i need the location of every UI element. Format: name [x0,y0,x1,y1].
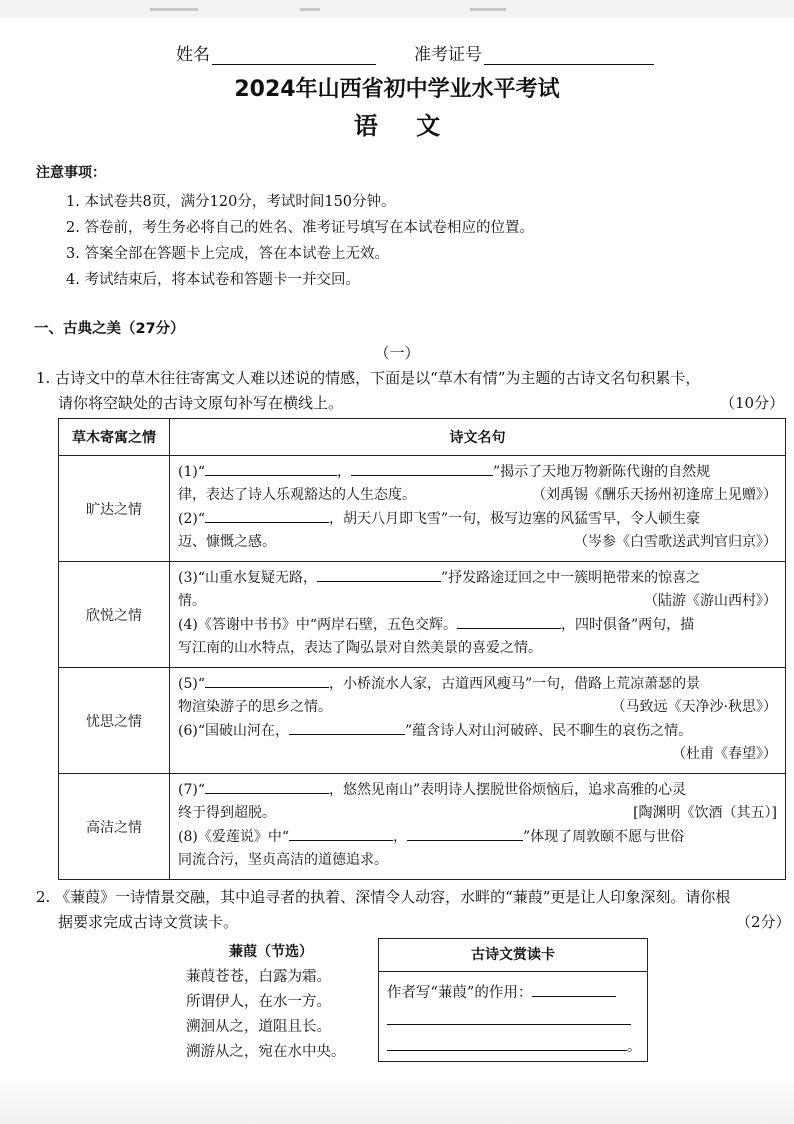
quote-text: ，悠然见南山”表明诗人摆脱世俗烦恼后，追求高雅的心灵 [329,782,687,798]
quote-cell [170,456,786,562]
quote-text: ”揭示了天地万物新陈代谢的自然规 [493,464,711,480]
quote-text: (1)“ [178,464,205,480]
quote-text: ，小桥流水人家，古道西风瘦马”一句，借路上荒凉萧瑟的景 [329,676,701,692]
quote-line [178,778,777,802]
answer-blank[interactable] [205,778,329,794]
exam-id-blank [484,46,654,65]
answer-blank[interactable] [205,672,329,688]
answer-blank[interactable] [387,1009,631,1025]
note-item: 1. 本试卷共8页，满分120分，考试时间150分钟。 [66,194,396,210]
quote-source: （杜甫《春望》） [672,746,777,762]
card-prompt: 作者写“蒹葭”的作用： [387,985,533,1001]
quote-text: ， [337,464,351,480]
poem-line: 溯洄从之，道阻且长。 [186,1019,331,1035]
quote-line [178,484,777,507]
quote-text: 终于得到超脱。 [178,805,276,821]
exam-title: 2024年山西省初中学业水平考试 [234,77,560,102]
quote-line [178,590,777,613]
notes-heading: 注意事项： [36,165,106,181]
name-label: 姓名 [176,45,210,65]
answer-blank[interactable] [407,825,523,841]
answer-blank[interactable] [387,1035,627,1051]
quote-text: (5)“ [178,676,205,692]
exam-id-label: 准考证号 [414,45,482,65]
name-field [176,40,376,65]
card-answer-row [387,1009,631,1029]
quote-text: 迈、慷慨之感。 [178,534,276,550]
poem-title: 蒹葭（节选） [229,944,313,960]
quote-line [178,507,777,531]
candidate-info-row [0,40,794,64]
quote-line [178,802,777,825]
poem-quote-table [58,418,786,880]
q1-line1: 1. 古诗文中的草木往往寄寓文人难以述说的情感，下面是以“草木有情”为主题的古诗文名句积累卡， [36,369,701,387]
quote-line [178,696,777,719]
quote-cell [170,668,786,774]
category-cell: 高洁之情 [59,774,170,880]
section-title: 一、古典之美（27分） [34,321,185,337]
quote-line [178,460,777,484]
q1-line2: 请你将空缺处的古诗文原句补写在横线上。 [58,394,344,412]
answer-blank[interactable] [289,825,393,841]
quote-text: ”抒发路途迂回之中一簇明艳带来的惊喜之 [441,570,701,586]
q2-line1: 2. 《蒹葭》一诗情景交融，其中追寻者的执着、深情令人动容，水畔的“蒹葭”更是让人印象深刻。请你根 [36,888,731,906]
quote-text: ”蕴含诗人对山河破碎、民不聊生的哀伤之情。 [405,723,693,739]
quote-text: (4)《答谢中书书》中“两岸石壁，五色交辉。 [178,617,457,633]
quote-text: ，四时俱备”两句，描 [561,617,695,633]
quote-line [178,719,777,743]
table-row [59,668,786,774]
card-title: 古诗文赏读卡 [379,939,647,972]
poem-line: 所谓伊人，在水一方。 [186,994,331,1010]
table-header-quotes: 诗文名句 [170,419,786,456]
page-bottom-edge [0,1082,794,1124]
quote-text: (8)《爱莲说》中“ [178,829,289,845]
appreciation-card [378,938,648,1062]
q2-score: （2分） [736,913,791,931]
note-item: 2. 答卷前，考生务必将自己的姓名、准考证号填写在本试卷相应的位置。 [66,220,534,236]
table-row [59,774,786,880]
quote-source: （刘禹锡《酬乐天扬州初逢席上见赠》） [532,487,777,503]
quote-source: （马致远《天净沙·秋思》） [611,699,777,715]
quote-text: (7)“ [178,782,205,798]
subject-title: 语 文 [353,112,441,140]
quote-line [178,637,777,660]
table-row [59,456,786,562]
card-answer-row: 。 [387,1035,642,1056]
answer-blank[interactable] [205,460,337,476]
poem-line: 溯游从之，宛在水中央。 [186,1044,346,1060]
quote-text: 同流合污，坚贞高洁的道德追求。 [178,852,388,868]
category-cell: 欣悦之情 [59,562,170,668]
name-blank [212,46,376,65]
quote-text: 写江南的山水特点，表达了陶弘景对自然美景的喜爱之情。 [178,640,542,656]
category-cell: 旷达之情 [59,456,170,562]
table-row [59,562,786,668]
quote-text: ，胡天八月即飞雪”一句，极写边塞的风猛雪早，令人顿生豪 [329,511,701,527]
category-cell: 忧思之情 [59,668,170,774]
quote-cell [170,562,786,668]
q1-score: （10分） [720,394,785,412]
quote-line [178,531,777,554]
quote-text: ”体现了周敦颐不愿与世俗 [523,829,685,845]
quote-line [178,849,777,872]
exam-id-field [414,40,654,65]
answer-blank[interactable] [205,507,329,523]
quote-text: (6)“国破山河在， [178,723,289,739]
answer-blank[interactable] [457,613,561,629]
quote-text: ， [393,829,407,845]
answer-blank[interactable] [289,719,405,735]
quote-text: 物渲染游子的思乡之情。 [178,699,332,715]
quote-text: (3)“山重水复疑无路， [178,570,317,586]
quote-text: 律，表达了诗人乐观豁达的人生态度。 [178,487,416,503]
quote-line [178,566,777,590]
quote-text: (2)“ [178,511,205,527]
poem-excerpt [186,940,356,1065]
quote-line [178,825,777,849]
card-prompt-row [387,981,616,1002]
quote-cell [170,774,786,880]
poem-line: 蒹葭苍苍，白露为霜。 [186,969,331,985]
part-title: （一） [374,344,420,362]
q2-line2: 据要求完成古诗文赏读卡。 [58,913,239,931]
quote-line [178,672,777,696]
quote-source: （陆游《游山西村》） [644,593,777,609]
answer-blank[interactable] [317,566,441,582]
page-top-edge [0,0,794,18]
answer-blank[interactable] [351,460,493,476]
quote-source: （岑参《白雪歌送武判官归京》） [574,534,777,550]
note-item: 4. 考试结束后，将本试卷和答题卡一并交回。 [66,272,360,288]
quote-text: 情。 [178,593,206,609]
quote-source: [陶渊明《饮酒（其五）] [633,805,777,821]
quote-line [178,613,777,637]
answer-blank[interactable] [532,981,616,997]
note-item: 3. 答案全部在答题卡上完成，答在本试卷上无效。 [66,246,389,262]
table-header-category: 草木寄寓之情 [59,419,170,456]
